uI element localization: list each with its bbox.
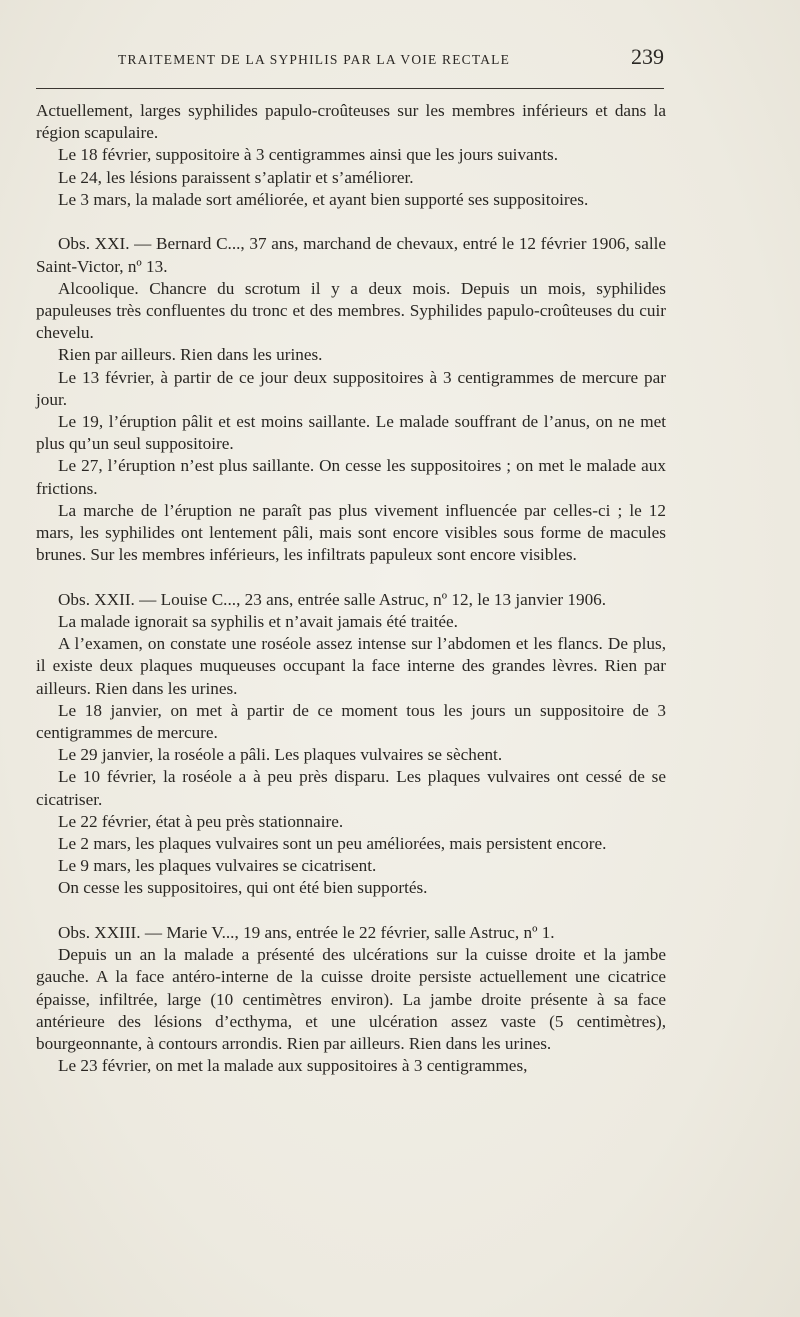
paragraph: Alcoolique. Chancre du scrotum il y a deux mois. Depuis un mois, syphilides papuleuses très confluentes du tronc et des membres. Syphilides papulo-croûteuses du cuir chevelu. [36,278,666,343]
observation-heading: Obs. XXII. — Louise C..., 23 ans, entrée salle Astruc, nº 12, le 13 janvier 1906. [58,589,607,609]
paragraph: Rien par ailleurs. Rien dans les urines. [58,345,323,365]
paragraph: Le 22 février, état à peu près stationnaire. [58,811,344,831]
observation-heading: Obs. XXIII. — Marie V..., 19 ans, entrée le 22 février, salle Astruc, nº 1. [58,923,555,943]
paragraph: La malade ignorait sa syphilis et n’avait jamais été traitée. [58,612,458,632]
header-rule [36,88,664,89]
paragraph: Le 3 mars, la malade sort améliorée, et ayant bien supporté ses suppositoires. [58,189,589,209]
paragraph: Actuellement, larges syphilides papulo-croûteuses sur les membres inférieurs et dans la région scapulaire. [36,101,666,143]
paragraph: Le 24, les lésions paraissent s’aplatir et s’améliorer. [58,167,414,187]
running-title: TRAITEMENT DE LA SYPHILIS PAR LA VOIE RECTALE [118,52,511,67]
paragraph: Depuis un an la malade a présenté des ulcérations sur la cuisse droite et la jambe gauche. A la face antéro-interne de la cuisse droite persiste actuellement une cicatrice épaisse, infiltrée, large (10 centimètres environ). La jambe droite présente à sa face antérieure des lésions d’ecthyma, et une ulcération assez vaste (5 centimètres), bourgeonnante, à contours arrondis. Rien par ailleurs. Rien dans les urines. [36,945,666,1054]
paragraph: Le 2 mars, les plaques vulvaires sont un peu améliorées, mais persistent encore. [58,834,607,854]
body-text [36,100,666,1078]
page-number: 239 [631,44,664,69]
paragraph: La marche de l’éruption ne paraît pas plus vivement influencée par celles-ci ; le 12 mars, les syphilides ont lentement pâli, mais sont encore visibles sous forme de macules brunes. Sur les membres inférieurs, les infiltrats papuleux sont encore visibles. [36,500,666,565]
paragraph: Le 27, l’éruption n’est plus saillante. On cesse les suppositoires ; on met le malade aux frictions. [36,456,666,498]
paragraph: Le 9 mars, les plaques vulvaires se cicatrisent. [58,856,377,876]
paragraph: Le 29 janvier, la roséole a pâli. Les plaques vulvaires se sèchent. [58,745,503,765]
page-header [36,44,664,74]
paragraph: Le 13 février, à partir de ce jour deux suppositoires à 3 centigrammes de mercure par jour. [36,367,666,409]
paragraph: A l’examen, on constate une roséole assez intense sur l’abdomen et les flancs. De plus, il existe deux plaques muqueuses occupant la face interne des grandes lèvres. Rien par ailleurs. Rien dans les urines. [36,634,666,698]
paragraph: Le 23 février, on met la malade aux suppositoires à 3 centigrammes, [58,1056,528,1076]
paragraph: Le 10 février, la roséole a à peu près disparu. Les plaques vulvaires ont cessé de se cicatriser. [36,767,666,809]
paragraph: Le 18 février, suppositoire à 3 centigrammes ainsi que les jours suivants. [58,145,559,165]
paragraph: Le 18 janvier, on met à partir de ce moment tous les jours un suppositoire de 3 centigrammes de mercure. [36,700,666,743]
paragraph: On cesse les suppositoires, qui ont été bien supportés. [58,878,428,898]
observation-heading: Obs. XXI. — Bernard C..., 37 ans, marchand de chevaux, entré le 12 février 1906, salle Saint-Victor, nº 13. [36,234,666,276]
paragraph: Le 19, l’éruption pâlit et est moins saillante. Le malade souffrant de l’anus, on ne met plus qu’un seul suppositoire. [36,412,666,454]
